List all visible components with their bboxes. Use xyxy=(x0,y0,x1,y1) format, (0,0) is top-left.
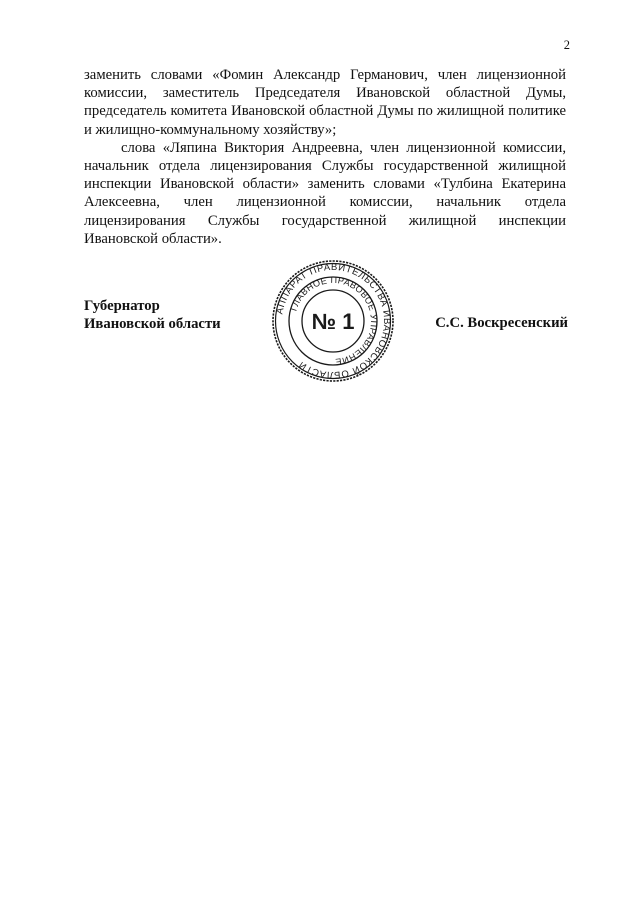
seal-outer-textpath: АППАРАТ ПРАВИТЕЛЬСТВА ИВАНОВСКОЙ ОБЛАСТИ xyxy=(274,261,393,381)
seal-number: № 1 xyxy=(311,309,355,334)
signatory-name: С.С. Воскресенский xyxy=(435,315,568,331)
signatory-title xyxy=(84,297,221,333)
paragraph-replace-fomin: заменить словами «Фомин Александр Германович, член лицензионной комиссии, заместитель Председателя Ивановской областной Думы, председатель комитета Ивановской областной Думы по жилищной политике и жилищно-коммунальному хозяйству»; xyxy=(84,67,566,138)
seal-inner-textpath: ГЛАВНОЕ ПРАВОВОЕ УПРАВЛЕНИЕ xyxy=(288,274,380,368)
page-number: 2 xyxy=(563,38,570,52)
official-seal xyxy=(271,259,395,383)
signatory-title-line2: Ивановской области xyxy=(84,316,221,332)
document-body xyxy=(84,66,566,248)
seal-graphic xyxy=(271,259,395,383)
paragraph-replace-lyapina: слова «Ляпина Виктория Андреевна, член лицензионной комиссии, начальник отдела лицензирования Службы государственной жилищной инспекции Ивановской области» заменить словами «Тулбина Екатерина Алексеевна, член лицензионной комиссии, начальник отдела лицензирования Службы государственной жилищной инспекции Ивановской области». xyxy=(84,139,566,247)
signatory-title-line1: Губернатор xyxy=(84,298,160,314)
